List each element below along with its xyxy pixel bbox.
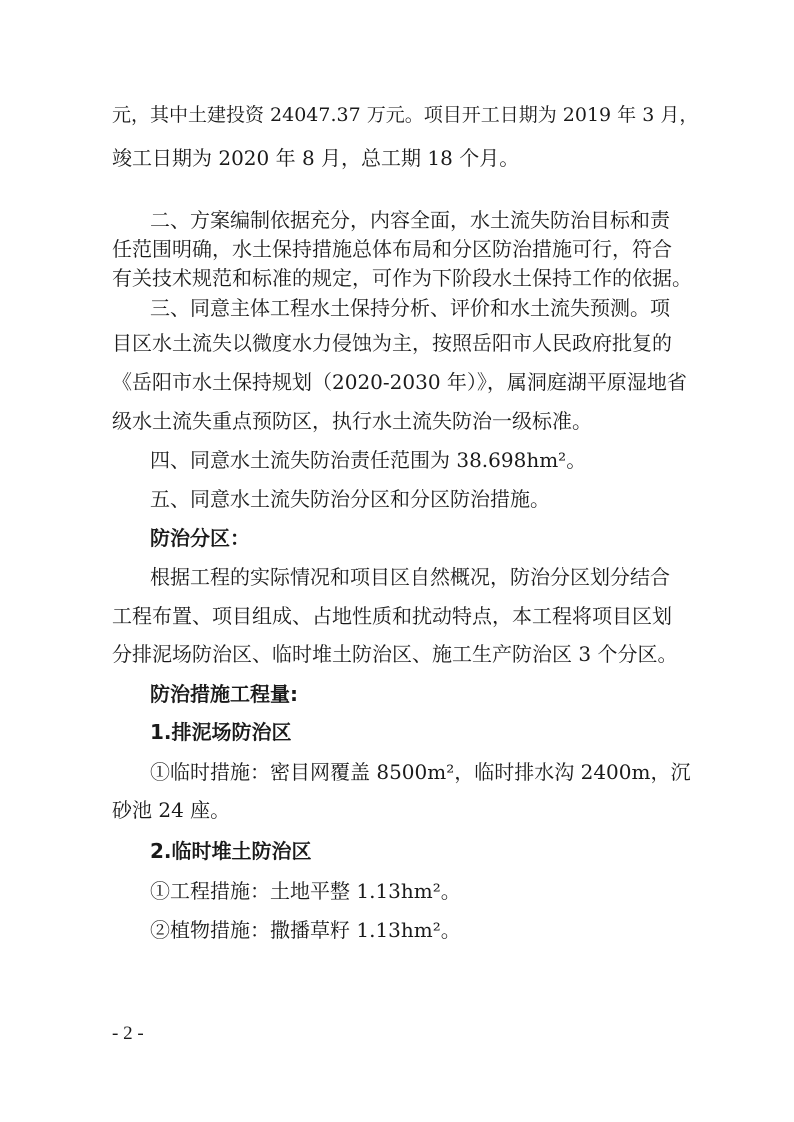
paragraph-line: 根据工程的实际情况和项目区自然概况，防治分区划分结合 bbox=[150, 565, 670, 589]
paragraph-line: 分排泥场防治区、临时堆土防治区、施工生产防治区 3 个分区。 bbox=[112, 642, 678, 666]
paragraph-line: 级水土流失重点预防区，执行水土流失防治一级标准。 bbox=[112, 409, 592, 433]
paragraph-line: 有关技术规范和标准的规定，可作为下阶段水土保持工作的依据。 bbox=[112, 266, 692, 290]
paragraph-line: 砂池 24 座。 bbox=[112, 798, 231, 822]
paragraph-line: 目区水土流失以微度水力侵蚀为主，按照岳阳市人民政府批复的 bbox=[112, 331, 672, 355]
page-number: - 2 - bbox=[112, 1023, 144, 1044]
section-heading: 防治分区： bbox=[150, 526, 250, 550]
paragraph-line: 三、同意主体工程水土保持分析、评价和水土流失预测。项 bbox=[150, 296, 670, 320]
paragraph-line: 元，其中土建投资 24047.37 万元。项目开工日期为 2019 年 3 月， bbox=[112, 104, 699, 126]
paragraph-line: 四、同意水土流失防治责任范围为 38.698hm²。 bbox=[150, 448, 587, 472]
paragraph-line: ①工程措施：土地平整 1.13hm²。 bbox=[150, 879, 461, 903]
subsection-heading: 1.排泥场防治区 bbox=[150, 720, 292, 744]
paragraph-line: 五、同意水土流失防治分区和分区防治措施。 bbox=[150, 487, 550, 511]
paragraph-line: 工程布置、项目组成、占地性质和扰动特点，本工程将项目区划 bbox=[112, 604, 672, 628]
paragraph-line: 《岳阳市水土保持规划（2020-2030 年）》，属洞庭湖平原湿地省 bbox=[112, 370, 687, 394]
paragraph-line: 二、方案编制依据充分，内容全面，水土流失防治目标和责 bbox=[150, 208, 670, 232]
paragraph-line: ②植物措施：撒播草籽 1.13hm²。 bbox=[150, 918, 461, 942]
section-heading: 防治措施工程量: bbox=[150, 682, 298, 706]
paragraph-line: 任范围明确，水土保持措施总体布局和分区防治措施可行，符合 bbox=[112, 237, 672, 261]
paragraph-line: 竣工日期为 2020 年 8 月，总工期 18 个月。 bbox=[112, 146, 520, 170]
subsection-heading: 2.临时堆土防治区 bbox=[150, 839, 312, 863]
paragraph-line: ①临时措施：密目网覆盖 8500m²，临时排水沟 2400m，沉 bbox=[150, 760, 691, 784]
